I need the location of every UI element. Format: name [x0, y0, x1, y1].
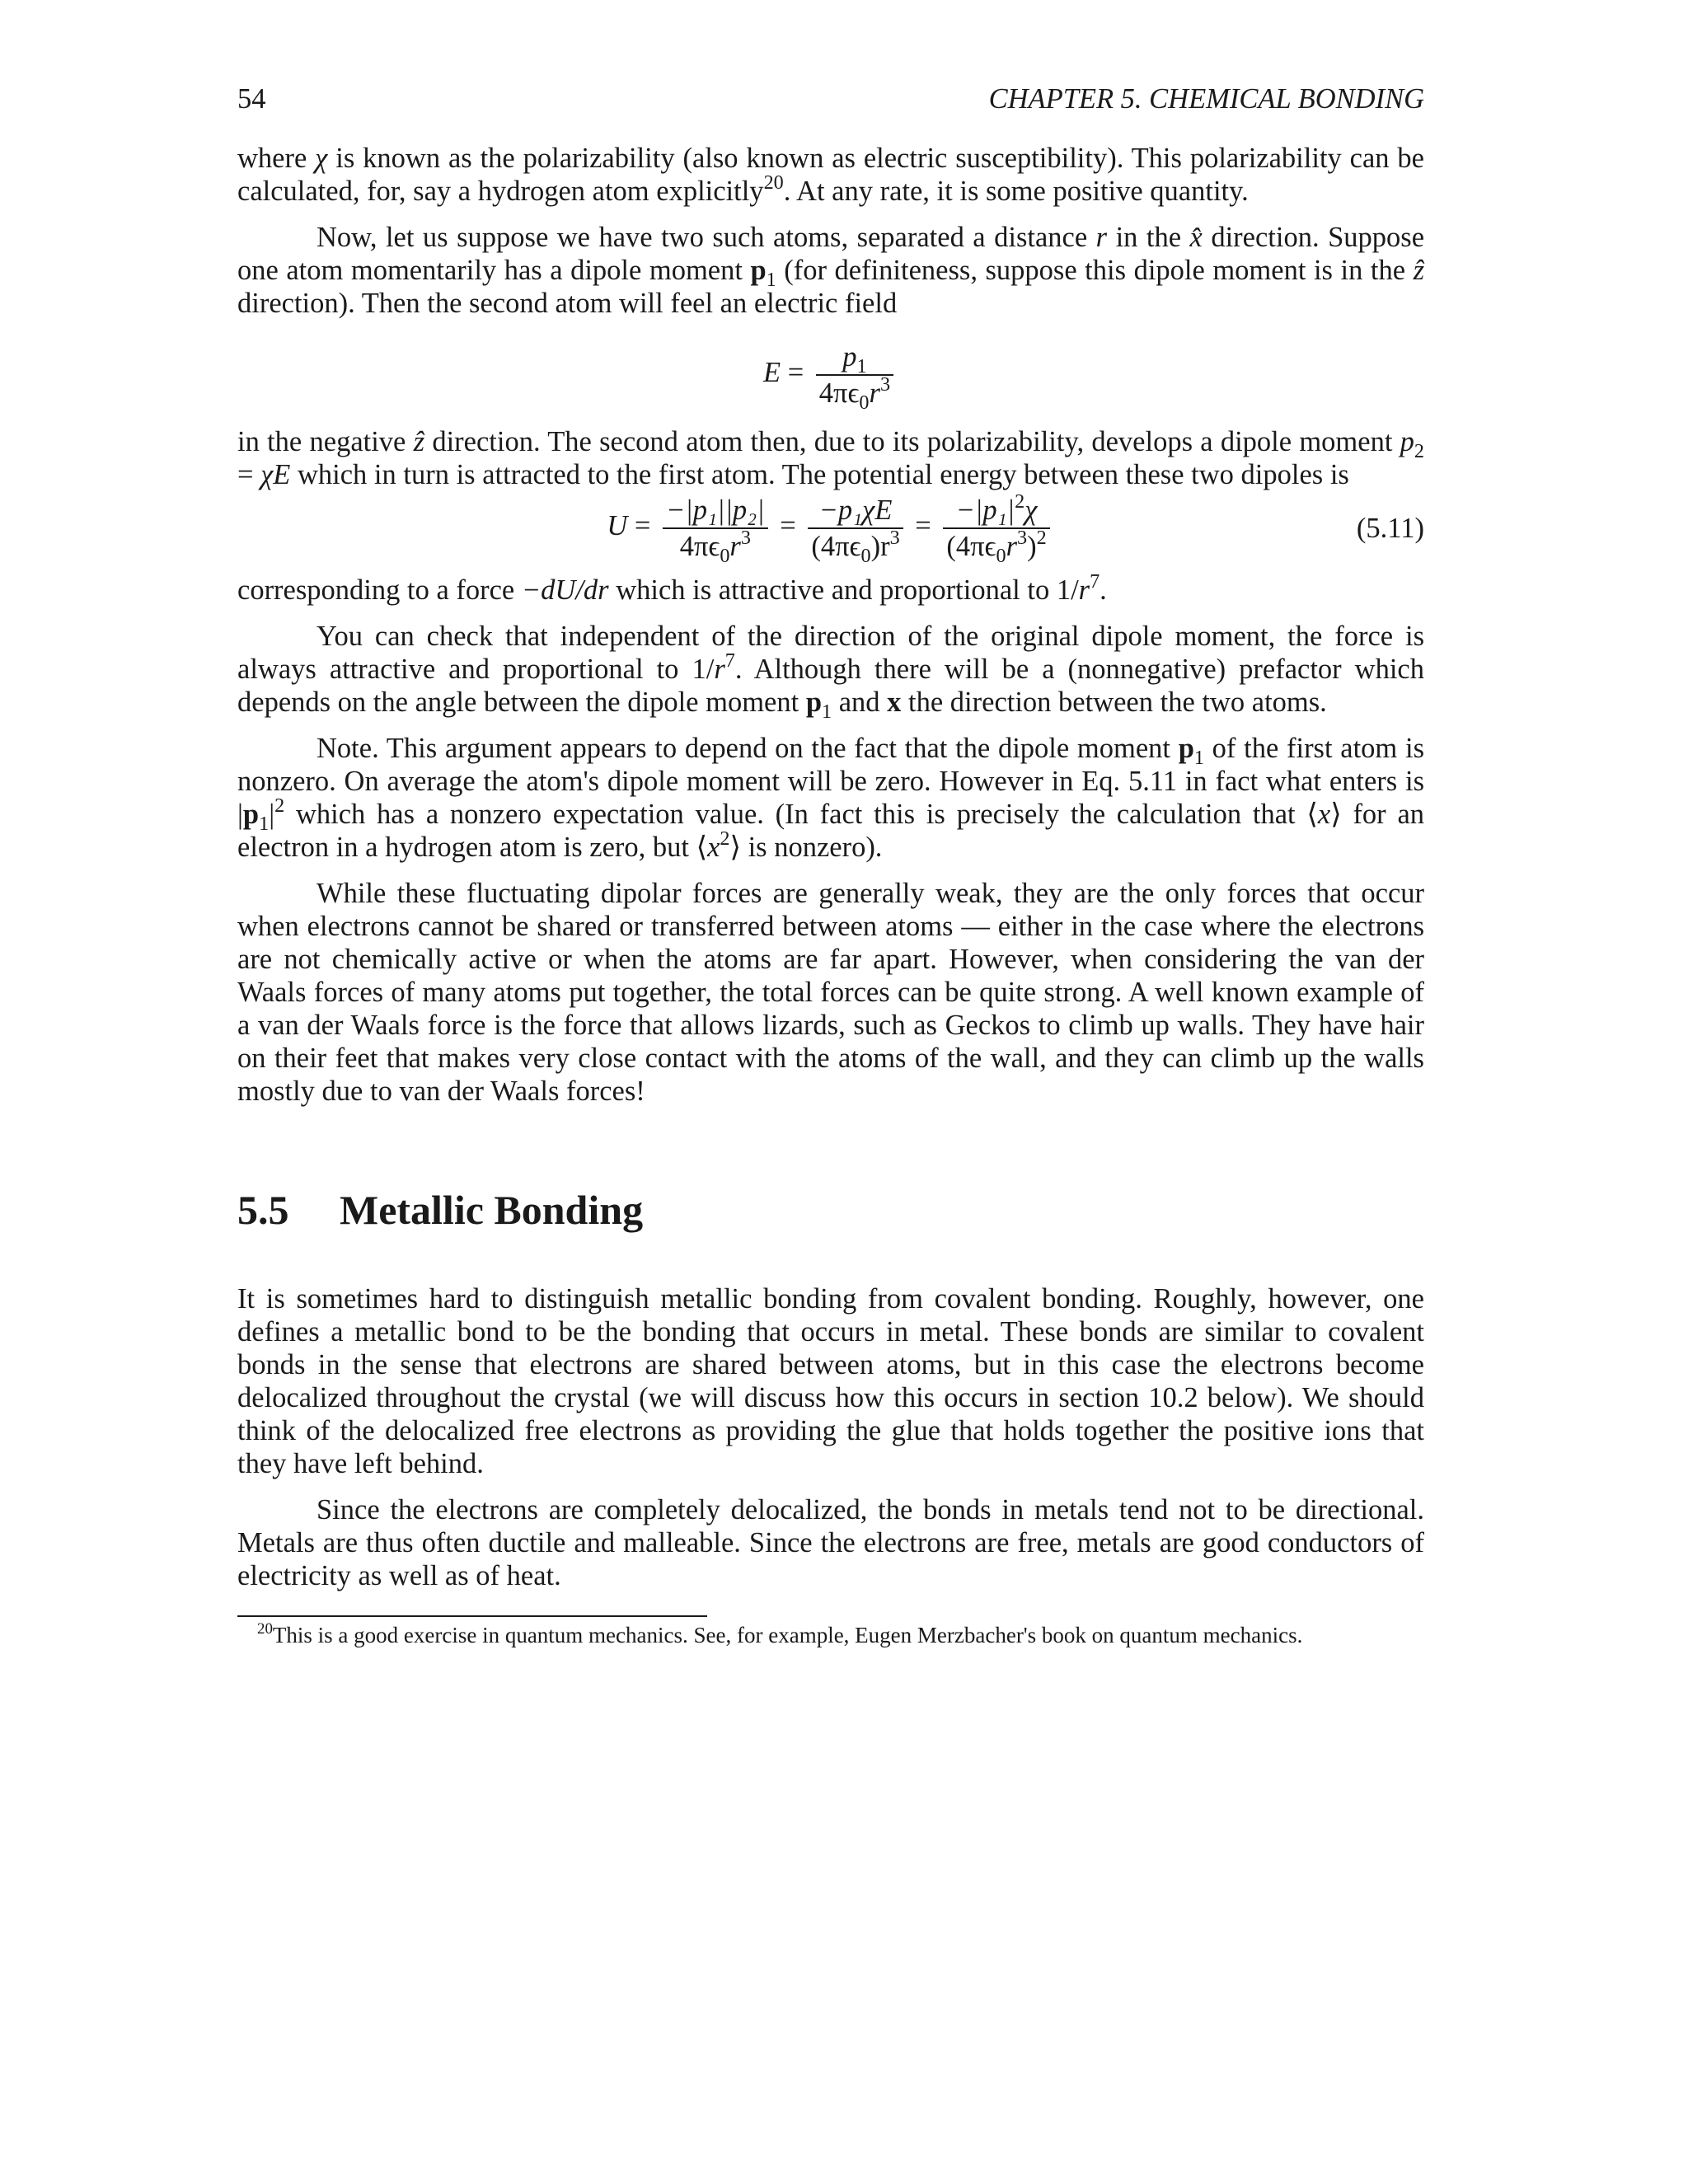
paragraph-second-atom: in the negative ẑ direction. The second atom then, due to its polarizability, develops a dipole moment $p_2 = \chi E$ which in turn is attracted to the first atom. The potential energy between these two dipoles is: [237, 426, 1424, 490]
running-title: CHAPTER 5. CHEMICAL BONDING: [988, 83, 1424, 115]
equation-electric-field: E = $\frac{p_1}{4\pi\epsilon_0r^3}$: [237, 341, 1424, 409]
equation-5-11: U = $\frac{\text{−|p₁||p₂|}}{4\pi\epsilon_0r^3}$ = $\frac{\text{−p₁χE}}{(4\pi\epsilon_0)r^3}$ = $\frac{-|p_1|^2\chi}{(4\pi\epsilon_0r^3)^2}$ (5.11): [607, 490, 1424, 567]
paragraph-polarizability: where χ is known as the polarizability (also known as electric susceptibility). This polarizability can be calculated, for, say a hydrogen atom explicitly$^{20}$. At any rate, it is some positive quantity.: [237, 143, 1424, 207]
document-page: [237, 82, 1424, 1648]
footnote-mark: 20: [257, 1620, 273, 1638]
paragraph-two-atoms: Now, let us suppose we have two such atoms, separated a distance r in the x̂ direction. Suppose one atom momentarily has a dipole moment $p_1$ (for definiteness, suppose this dipole moment is in the ẑ direction). Then the second atom will feel an electric field: [237, 222, 1425, 319]
paragraph-metallic-properties: Since the electrons are completely delocalized, the bonds in metals tend not to be directional. Metals are thus often ductile and malleable. Since the electrons are free, metals are good conductors of electricity as well as of heat.: [237, 1494, 1424, 1591]
paragraph-check: You can check that independent of the direction of the original dipole moment, the force is always attractive and proportional to $1/r^7$. Although there will be a (nonnegative) prefactor which depends on the angle between the dipole moment $p_1$ and x the direction between the two atoms.: [237, 621, 1424, 723]
running-header: [237, 82, 1424, 122]
paragraph-metallic-intro: It is sometimes hard to distinguish metallic bonding from covalent bonding. Roughly, however, one defines a metallic bond to be the bonding that occurs in metal. These bonds are similar to covalent bonds in the sense that electrons are shared between atoms, but in this case the electrons become delocalized throughout the crystal (we will discuss how this occurs in section 10.2 below). We should think of the delocalized free electrons as providing the glue that holds together the positive ions that they have left behind.: [237, 1283, 1424, 1479]
paragraph-force: corresponding to a force −dU/dr which is attractive and proportional to $1/r^7$.: [237, 570, 1107, 606]
equation-number: (5.11): [1356, 513, 1424, 544]
section-title: Metallic Bonding: [340, 1187, 644, 1233]
fraction: $\frac{p_1}{4\pi\epsilon_0r^3}$: [816, 341, 893, 409]
section-heading: [237, 1185, 1424, 1235]
page-number: 54: [237, 83, 266, 115]
footnote: $^{20}$This is a good exercise in quantum mechanics. See, for example, Eugen Merzbacher's book on quantum mechanics.: [257, 1620, 1303, 1647]
paragraph-note: Note. This argument appears to depend on the fact that the dipole moment $p_1$ of the first atom is nonzero. On average the atom's dipole moment will be zero. However in Eq. 5.11 in fact what enters is $|p_1|^2$ which has a nonzero expectation value. (In fact this is precisely the calculation that ⟨x⟩ for an electron in a hydrogen atom is zero, but $⟨x^2⟩$ is nonzero).: [237, 733, 1425, 863]
footnote-ref[interactable]: 20: [763, 171, 784, 194]
section-number: 5.5: [237, 1187, 289, 1233]
paragraph-van-der-waals: While these fluctuating dipolar forces are generally weak, they are the only forces that occur when electrons cannot be shared or transferred between atoms — either in the case where the electrons are not chemically active or when the atoms are far apart. However, when considering the van der Waals forces of many atoms put together, the total forces can be quite strong. A well known example of a van der Waals force is the force that allows lizards, such as Geckos to climb up walls. They have hair on their feet that makes very close contact with the atoms of the wall, and they can climb up the walls mostly due to van der Waals forces!: [237, 878, 1424, 1107]
